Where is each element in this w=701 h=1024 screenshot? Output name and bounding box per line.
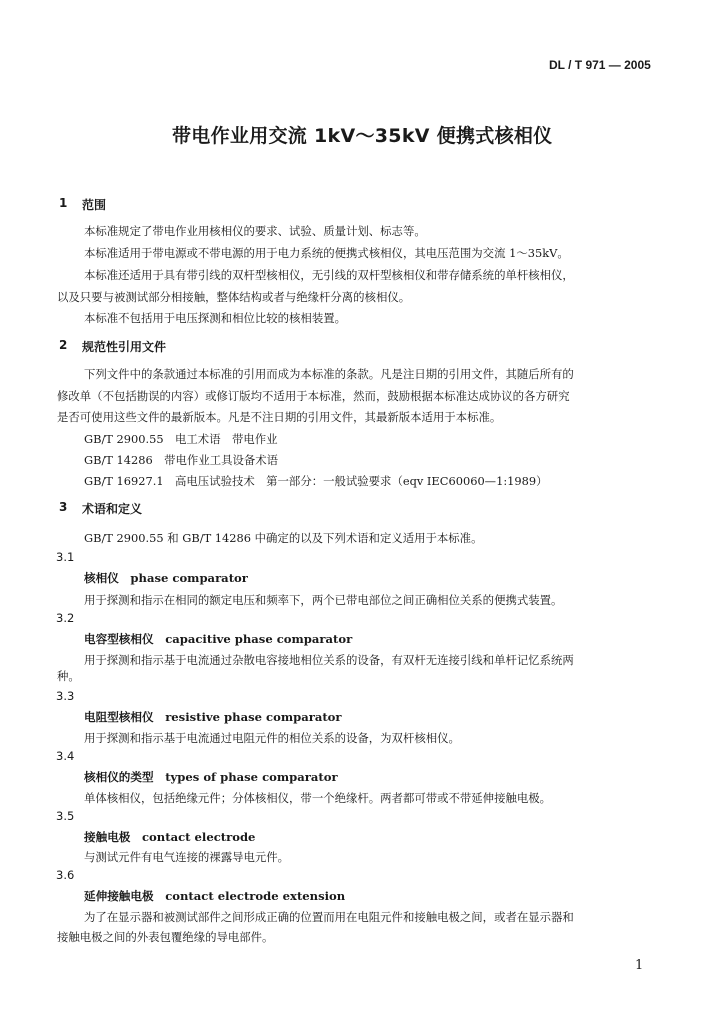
paragraph: 下列文件中的条款通过本标准的引用而成为本标准的条款。凡是注日期的引用文件，其随后所有的 — [84, 367, 574, 381]
term-definition: 单体核相仪，包括绝缘元件；分体核相仪，带一个绝缘杆。两者都可带或不带延伸接触电极。 — [84, 791, 552, 805]
section-3-heading: 术语和定义 — [82, 502, 143, 516]
section-3-number: 3 — [59, 500, 68, 514]
term-definition: 用于探测和指示基于电流通过杂散电容接地相位关系的设备，有双杆无连接引线和单杆记忆系统两 — [84, 653, 574, 667]
term-title — [84, 709, 342, 725]
term-number: 3.5 — [56, 809, 75, 823]
term-name-en: phase comparator — [130, 571, 248, 585]
term-name-en: capacitive phase comparator — [165, 632, 353, 646]
term-name-en: resistive phase comparator — [165, 710, 342, 724]
term-title — [84, 829, 255, 845]
reference-item: GB/T 16927.1 高电压试验技术 第一部分：一般试验要求（eqv IEC60060—1:1989） — [84, 474, 548, 488]
term-definition: 为了在显示器和被测试部件之间形成正确的位置而用在电阻元件和接触电极之间，或者在显示器和 — [84, 910, 574, 924]
term-number: 3.6 — [56, 868, 75, 882]
page-title: 带电作业用交流 1kV～35kV 便携式核相仪 — [172, 125, 553, 147]
term-name-zh: 延伸接触电极 — [84, 889, 154, 903]
paragraph-continuation: 修改单（不包括勘误的内容）或修订版均不适用于本标准，然而，鼓励根据本标准达成协议的各方研究 — [57, 389, 570, 403]
section-3-intro: GB/T 2900.55 和 GB/T 14286 中确定的以及下列术语和定义适用于本标准。 — [84, 531, 483, 545]
term-title — [84, 769, 338, 785]
term-name-en: types of phase comparator — [165, 770, 338, 784]
section-2-heading: 规范性引用文件 — [82, 340, 167, 354]
paragraph-continuation: 以及只要与被测试部分相接触，整体结构或者与绝缘杆分离的核相仪。 — [57, 290, 411, 304]
term-name-zh: 电阻型核相仪 — [84, 710, 154, 724]
section-1-heading: 范围 — [82, 198, 107, 212]
document-code: DL / T 971 — 2005 — [549, 58, 651, 72]
term-definition-continuation: 接触电极之间的外表包覆绝缘的导电部件。 — [57, 930, 274, 944]
section-2-number: 2 — [59, 338, 68, 352]
term-definition: 用于探测和指示在相同的额定电压和频率下，两个已带电部位之间正确相位关系的便携式装置。 — [84, 593, 563, 607]
paragraph: 本标准还适用于具有带引线的双杆型核相仪，无引线的双杆型核相仪和带存储系统的单杆核相仪， — [84, 268, 574, 282]
term-name-zh: 接触电极 — [84, 830, 131, 844]
reference-item: GB/T 14286 带电作业工具设备术语 — [84, 453, 279, 467]
paragraph-continuation: 是否可使用这些文件的最新版本。凡是不注日期的引用文件，其最新版本适用于本标准。 — [57, 410, 502, 424]
paragraph: 本标准规定了带电作业用核相仪的要求、试验、质量计划、标志等。 — [84, 224, 426, 238]
term-title — [84, 570, 248, 586]
term-definition: 用于探测和指示基于电流通过电阻元件的相位关系的设备，为双杆核相仪。 — [84, 731, 460, 745]
reference-item: GB/T 2900.55 电工术语 带电作业 — [84, 432, 278, 446]
term-title — [84, 631, 352, 647]
term-number: 3.2 — [56, 611, 75, 625]
term-definition: 与测试元件有电气连接的裸露导电元件。 — [84, 850, 290, 864]
term-title — [84, 888, 345, 904]
term-number: 3.1 — [56, 550, 75, 564]
term-name-en: contact electrode — [142, 830, 256, 844]
term-name-zh: 核相仪 — [84, 571, 119, 585]
term-number: 3.4 — [56, 749, 75, 763]
term-name-en: contact electrode extension — [165, 889, 346, 903]
paragraph: 本标准不包括用于电压探测和相位比较的核相装置。 — [84, 311, 346, 325]
section-1-number: 1 — [59, 196, 68, 210]
term-number: 3.3 — [56, 689, 75, 703]
paragraph: 本标准适用于带电源或不带电源的用于电力系统的便携式核相仪，其电压范围为交流 1～35kV。 — [84, 246, 569, 260]
term-name-zh: 电容型核相仪 — [84, 632, 154, 646]
term-definition-continuation: 种。 — [57, 669, 80, 683]
term-name-zh: 核相仪的类型 — [84, 770, 154, 784]
page-number: 1 — [635, 958, 644, 973]
